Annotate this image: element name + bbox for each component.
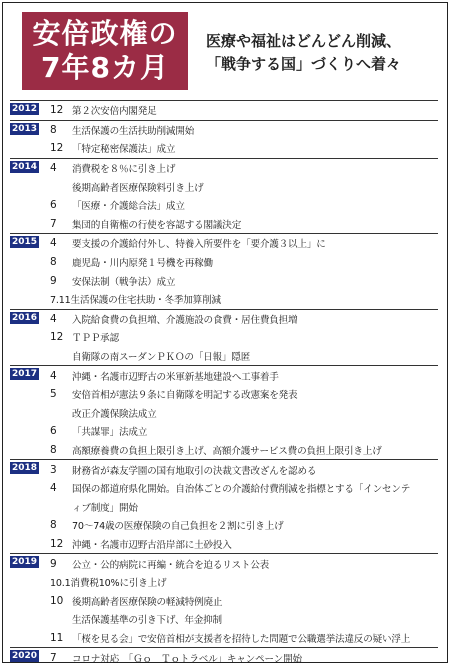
event-month: 5 bbox=[50, 388, 57, 401]
year-block-2020 bbox=[10, 647, 438, 665]
event-text: ィブ制度」開始 bbox=[72, 502, 138, 514]
event-text: 「特定秘密保護法」成立 bbox=[72, 144, 176, 156]
timeline-row bbox=[10, 347, 438, 366]
timeline-row bbox=[10, 177, 438, 196]
event-text: 「共謀罪」法成立 bbox=[72, 427, 148, 439]
timeline-row bbox=[10, 479, 438, 498]
year-badge: 2014 bbox=[11, 161, 38, 172]
event-month: 7 bbox=[50, 217, 57, 230]
event-month: 12 bbox=[50, 104, 64, 117]
timeline-row bbox=[10, 441, 438, 460]
year-block-2018 bbox=[10, 459, 438, 553]
event-text: 財務省が森友学園の国有地取引の決裁文書改ざんを認める bbox=[72, 465, 317, 477]
event-month: 12 bbox=[50, 142, 64, 155]
event-text: 自衛隊の南スーダンＰＫＯの「日報」隠匿 bbox=[72, 352, 251, 364]
event-month: 4 bbox=[50, 369, 57, 382]
event-month: 9 bbox=[50, 274, 57, 287]
event-month: 8 bbox=[50, 519, 57, 532]
event-month: 8 bbox=[50, 256, 57, 269]
timeline-row bbox=[10, 610, 438, 629]
timeline-row bbox=[10, 253, 438, 272]
event-month: 10 bbox=[50, 594, 64, 607]
year-badge: 2013 bbox=[11, 123, 38, 134]
title-line-1: 安倍政権の bbox=[32, 17, 178, 50]
event-text: 沖縄・名護市辺野古の米軍新基地建設へ工事着手 bbox=[72, 371, 279, 383]
event-text: 沖縄・名護市辺野古沿岸部に土砂投入 bbox=[72, 539, 232, 551]
event-text: 公立・公的病院に再編・統合を迫るリスト公表 bbox=[72, 559, 270, 571]
event-month: 12 bbox=[50, 537, 64, 550]
event-text: 国保の都道府県化開始。自治体ごとの介護給付費削減を指標とする「インセンテ bbox=[72, 484, 411, 496]
year-badge: 2017 bbox=[11, 369, 38, 380]
event-text: 集団的自衛権の行使を容認する閣議決定 bbox=[72, 219, 242, 231]
event-month: 8 bbox=[50, 443, 57, 456]
year-block-2017 bbox=[10, 365, 438, 459]
year-badge: 2018 bbox=[11, 463, 38, 474]
event-text: 後期高齢者医療保険料引き上げ bbox=[72, 182, 204, 194]
timeline-row bbox=[10, 215, 438, 234]
event-text: 7.11生活保護の住宅扶助・冬季加算削減 bbox=[50, 295, 221, 307]
timeline-row bbox=[10, 422, 438, 441]
year-block-2014 bbox=[10, 158, 438, 233]
event-text: 「桜を見る会」で安倍首相が支援者を招待した問題で公職選挙法違反の疑い浮上 bbox=[72, 633, 411, 645]
event-text: 要支援の介護給付外し、特養入所要件を「要介護３以上」に bbox=[72, 239, 326, 251]
timeline-row bbox=[10, 573, 438, 592]
event-text: 「医療・介護総合法」成立 bbox=[72, 201, 185, 213]
event-month: 4 bbox=[50, 482, 57, 495]
timeline-row bbox=[10, 328, 438, 347]
timeline-row bbox=[10, 366, 438, 385]
event-month: 4 bbox=[50, 162, 57, 175]
event-text: 消費税を８％に引き上げ bbox=[72, 164, 176, 176]
timeline-row bbox=[10, 234, 438, 253]
event-text: 安保法制（戦争法）成立 bbox=[72, 276, 176, 288]
timeline-row bbox=[10, 629, 438, 648]
timeline-row bbox=[10, 271, 438, 290]
event-month: 8 bbox=[50, 123, 57, 136]
timeline-row bbox=[10, 159, 438, 178]
event-text: 第２次安倍内閣発足 bbox=[72, 106, 157, 118]
event-text: ＴＰＰ承認 bbox=[72, 333, 119, 345]
timeline-row bbox=[10, 591, 438, 610]
timeline-row bbox=[10, 196, 438, 215]
event-month: 4 bbox=[50, 237, 57, 250]
event-month: 3 bbox=[50, 463, 57, 476]
year-block-2016 bbox=[10, 309, 438, 366]
event-text: 生活保護の生活扶助削減開始 bbox=[72, 125, 195, 137]
year-block-2013 bbox=[10, 120, 438, 158]
timeline-row bbox=[10, 310, 438, 329]
year-badge: 2012 bbox=[11, 104, 38, 114]
event-month: 12 bbox=[50, 331, 64, 344]
event-text: 後期高齢者医療保険の軽減特例廃止 bbox=[72, 596, 223, 608]
timeline-row bbox=[10, 404, 438, 423]
timeline-row bbox=[10, 290, 438, 309]
timeline-row bbox=[10, 554, 438, 573]
subtitle-line-2: 「戦争する国」づくりへ着々 bbox=[206, 55, 402, 73]
event-month: 11 bbox=[50, 631, 64, 644]
timeline-row bbox=[10, 535, 438, 554]
year-block-2015 bbox=[10, 233, 438, 308]
event-text: 安倍首相が憲法９条に自衛隊を明記する改憲案を発表 bbox=[72, 390, 298, 402]
timeline-row bbox=[10, 648, 438, 665]
event-month: 6 bbox=[50, 199, 57, 212]
event-text: 10.1消費税10%に引き上げ bbox=[50, 578, 167, 590]
timeline-row bbox=[10, 121, 438, 140]
timeline-row bbox=[10, 497, 438, 516]
event-text: 入院給食費の負担増、介護施設の食費・居住費負担増 bbox=[72, 314, 298, 326]
timeline bbox=[10, 100, 438, 665]
event-month: 9 bbox=[50, 557, 57, 570]
timeline-row bbox=[10, 516, 438, 535]
event-month: 6 bbox=[50, 425, 57, 438]
title-box bbox=[22, 12, 188, 90]
subtitle-line-1: 医療や福祉はどんどん削減、 bbox=[206, 32, 402, 50]
year-block-2012 bbox=[10, 100, 438, 120]
timeline-row bbox=[10, 460, 438, 479]
subtitle bbox=[206, 30, 446, 76]
timeline-row bbox=[10, 385, 438, 404]
event-text: 改正介護保険法成立 bbox=[72, 408, 157, 420]
event-text: 鹿児島・川内原発１号機を再稼働 bbox=[72, 258, 213, 270]
event-text: 70～74歳の医療保険の自己負担を２割に引き上げ bbox=[72, 521, 284, 533]
event-text: コロナ対応 「Ｇｏ Ｔｏトラベル」キャンペーン開始 bbox=[72, 653, 302, 665]
year-badge: 2020 bbox=[11, 651, 38, 662]
event-month: 4 bbox=[50, 312, 57, 325]
year-badge: 2015 bbox=[11, 237, 38, 248]
timeline-row bbox=[10, 139, 438, 158]
event-text: 生活保護基準の引き下げ、年金抑制 bbox=[72, 615, 222, 627]
event-month: 7 bbox=[50, 651, 57, 664]
year-badge: 2019 bbox=[11, 557, 38, 568]
title-line-2: 7年8カ月 bbox=[41, 51, 169, 84]
event-text: 高額療養費の負担上限引き上げ、高額介護サービス費の負担上限引き上げ bbox=[72, 445, 382, 457]
timeline-row bbox=[10, 101, 438, 120]
year-block-2019 bbox=[10, 553, 438, 647]
year-badge: 2016 bbox=[11, 312, 38, 323]
